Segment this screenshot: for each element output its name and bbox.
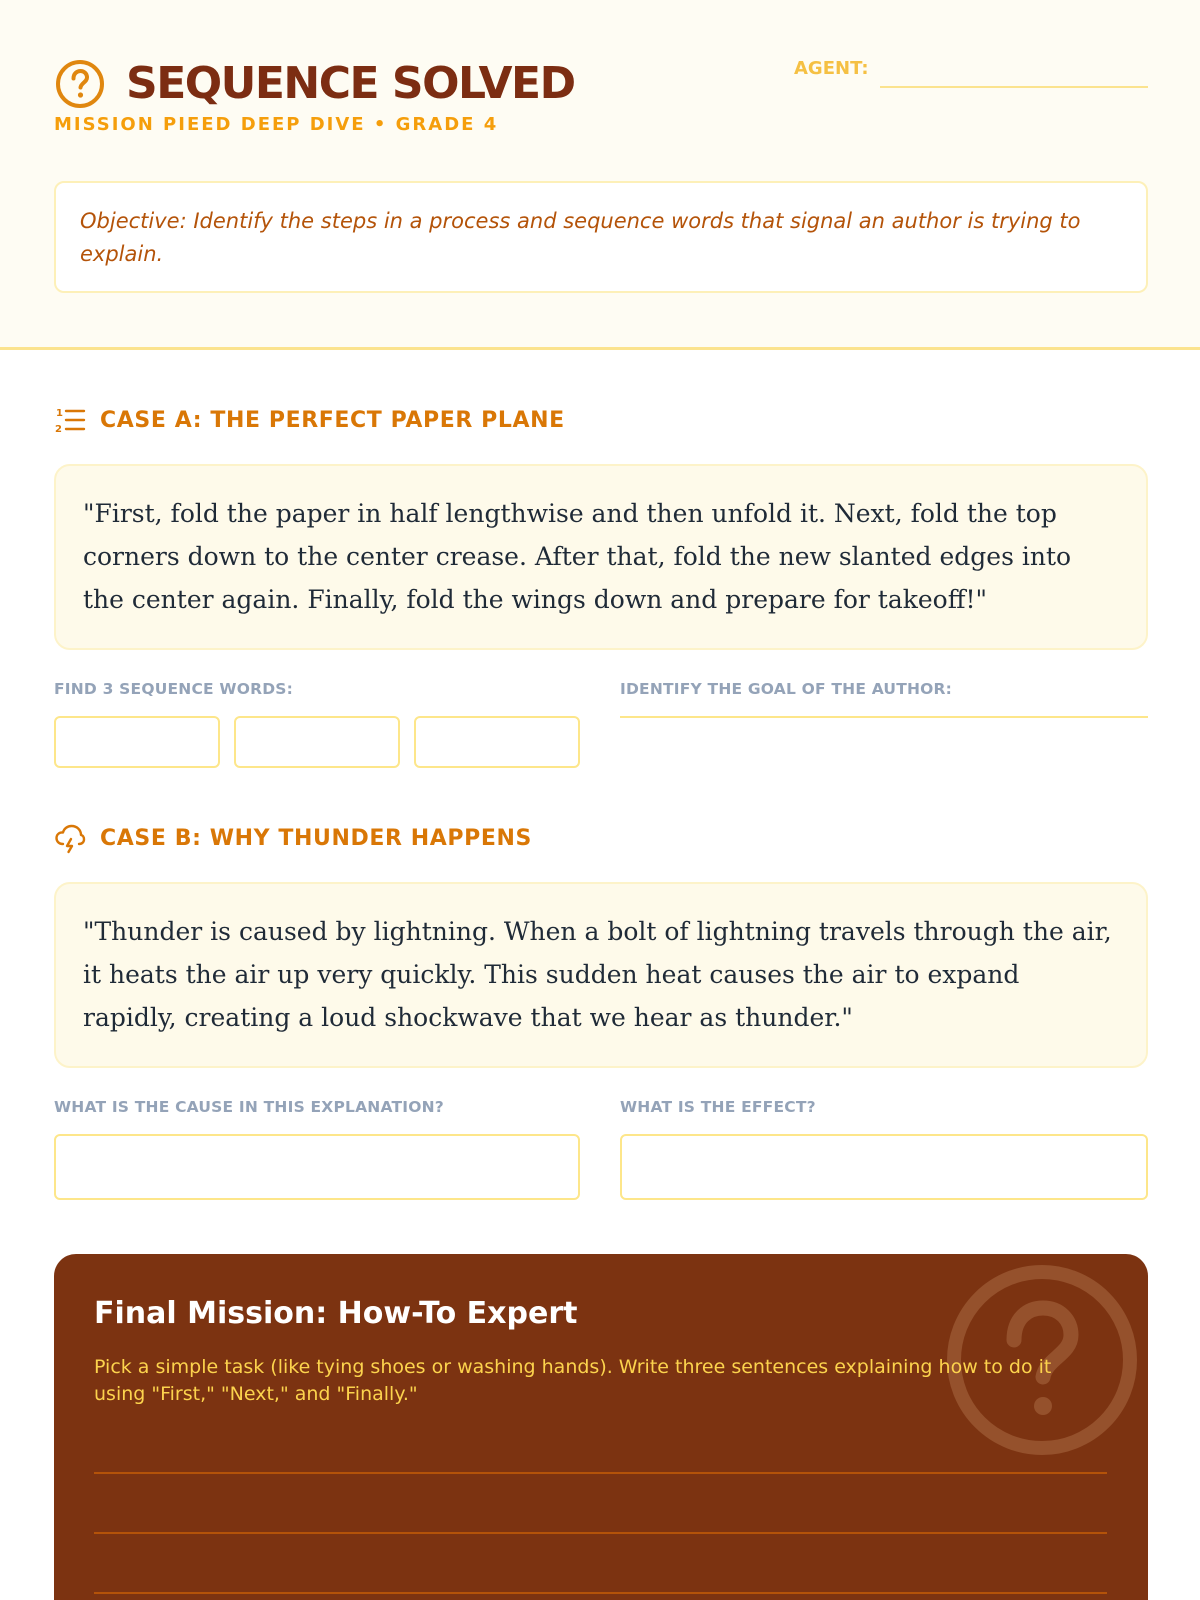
author-goal-input[interactable] [620, 690, 1148, 718]
sequence-words-label: FIND 3 SEQUENCE WORDS: [54, 680, 294, 698]
objective-box: Objective: Identify the steps in a process and sequence words that signal an author is trying to explain. [54, 181, 1148, 293]
svg-text:2: 2 [55, 424, 62, 435]
case-a-title: CASE A: THE PERFECT PAPER PLANE [100, 407, 565, 433]
numbered-list-icon [54, 404, 86, 436]
case-b-heading [54, 822, 532, 854]
sequence-word-input-1[interactable] [54, 716, 220, 768]
author-goal-label: IDENTIFY THE GOAL OF THE AUTHOR: [620, 680, 953, 698]
question-circle-icon [54, 58, 106, 110]
effect-input[interactable] [620, 1134, 1148, 1200]
case-b-title: CASE B: WHY THUNDER HAPPENS [100, 825, 532, 851]
sequence-word-input-2[interactable] [234, 716, 400, 768]
sequence-word-input-3[interactable] [414, 716, 580, 768]
case-b-passage: "Thunder is caused by lightning. When a bolt of lightning travels through the air, it heats the air up very quickly. This sudden heat causes the air to expand rapidly, creating a loud shockwave that we hear as thunder." [54, 882, 1148, 1068]
svg-text:1: 1 [56, 408, 63, 419]
writing-line-1[interactable] [94, 1472, 1107, 1474]
case-a-heading [54, 404, 565, 436]
storm-cloud-icon [54, 822, 86, 854]
worksheet-header [0, 0, 1200, 350]
cause-label: WHAT IS THE CAUSE IN THIS EXPLANATION? [54, 1098, 444, 1116]
agent-label: AGENT: [794, 58, 869, 79]
case-a-passage: "First, fold the paper in half lengthwise and then unfold it. Next, fold the top corners down to the center crease. After that, fold the new slanted edges into the center again. Finally, fold the wings down and prepare for takeoff!" [54, 464, 1148, 650]
final-mission-panel [54, 1254, 1148, 1600]
cause-input[interactable] [54, 1134, 580, 1200]
writing-line-2[interactable] [94, 1532, 1107, 1534]
effect-label: WHAT IS THE EFFECT? [620, 1098, 816, 1116]
writing-line-3[interactable] [94, 1592, 1107, 1594]
final-mission-instructions: Pick a simple task (like tying shoes or washing hands). Write three sentences explaining how to do it using "First," "Next," and "Finally." [94, 1356, 1052, 1405]
page-title: SEQUENCE SOLVED [126, 58, 575, 109]
final-mission-title: Final Mission: How-To Expert [94, 1296, 578, 1331]
page-subtitle: MISSION PIEED DEEP DIVE • GRADE 4 [54, 114, 499, 135]
agent-name-input[interactable] [880, 60, 1148, 88]
